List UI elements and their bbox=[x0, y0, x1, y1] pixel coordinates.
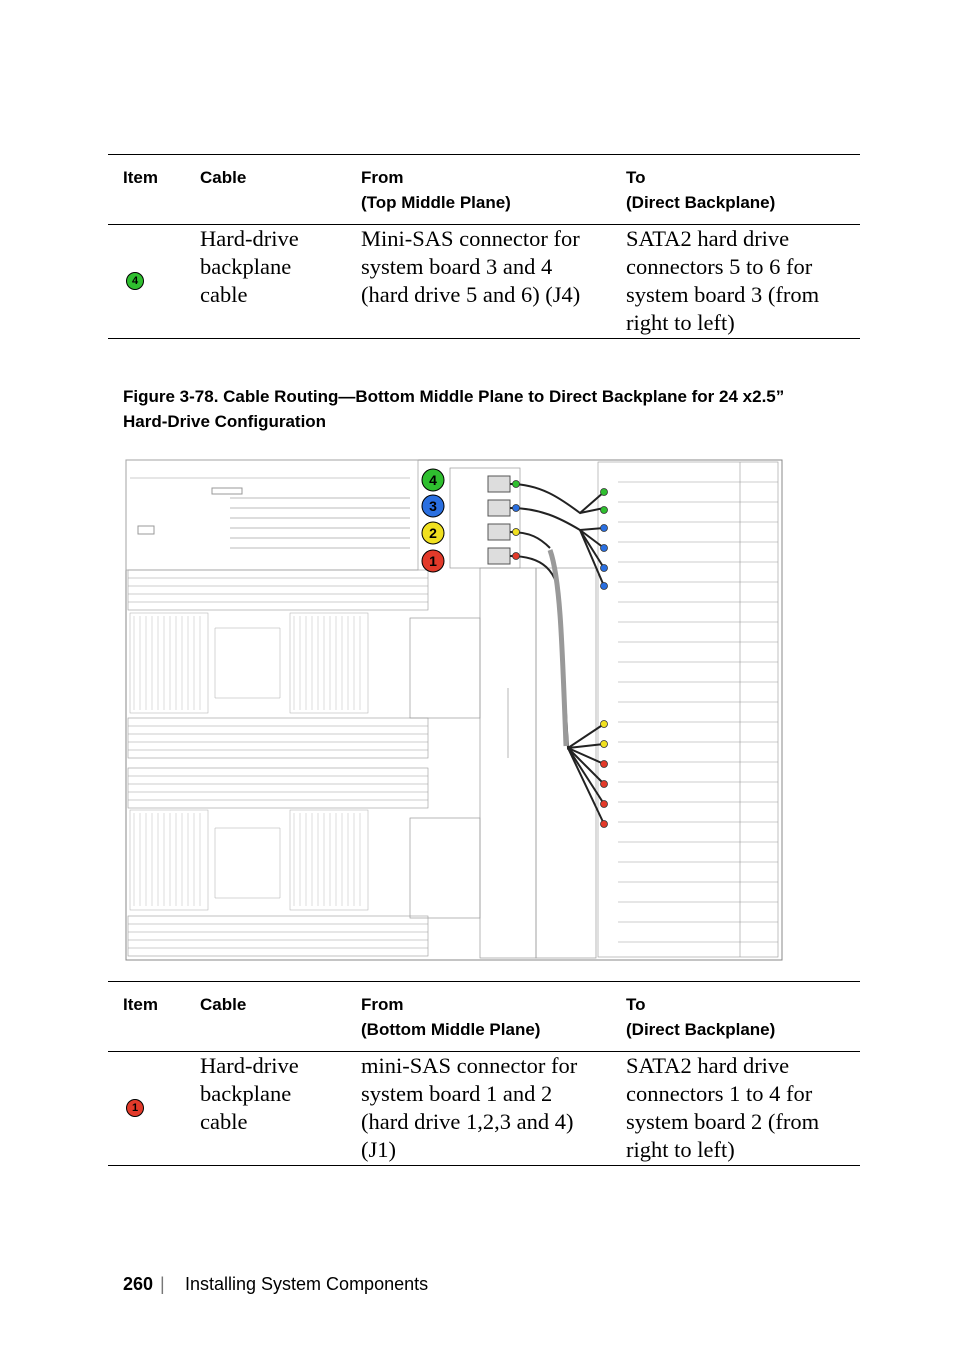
table-bottom-rule bbox=[108, 981, 860, 982]
footer-separator: | bbox=[160, 1274, 165, 1294]
heatsink-bottom bbox=[130, 810, 368, 910]
cell-from: Mini-SAS connector for system board 3 and 4 (hard drive 5 and 6) (J4) bbox=[361, 226, 581, 307]
figure-caption: Figure 3-78. Cable Routing—Bottom Middle Plane to Direct Backplane for 24 x2.5” Hard-Drive Configuration bbox=[123, 387, 785, 431]
callout-2-label: 2 bbox=[429, 525, 437, 541]
dimm-bank-top bbox=[128, 570, 428, 610]
header-from: From (Top Middle Plane) bbox=[361, 168, 511, 212]
cables bbox=[510, 484, 604, 824]
header-item: Item bbox=[123, 168, 158, 187]
callout-1 bbox=[422, 550, 444, 572]
header-to: To (Direct Backplane) bbox=[626, 995, 776, 1039]
footer-section: Installing System Components bbox=[185, 1274, 429, 1294]
header-cable: Cable bbox=[200, 995, 247, 1014]
callout-2 bbox=[422, 522, 444, 544]
callout-4 bbox=[422, 469, 444, 491]
table-top bbox=[108, 154, 860, 340]
callout-3 bbox=[422, 495, 444, 517]
cable-routing-diagram bbox=[120, 438, 788, 978]
header-item: Item bbox=[123, 995, 158, 1014]
callout-3-label: 3 bbox=[429, 498, 437, 514]
header-from: From (Bottom Middle Plane) bbox=[361, 995, 541, 1039]
header-to: To (Direct Backplane) bbox=[626, 168, 776, 212]
cell-cable: Hard-drive backplane cable bbox=[200, 1053, 299, 1134]
header-cable: Cable bbox=[200, 168, 247, 187]
cell-to: SATA2 hard drive connectors 5 to 6 for system board 3 (from right to left) bbox=[626, 226, 820, 335]
dimm-bank-middle bbox=[128, 718, 428, 808]
table-bottom bbox=[108, 981, 860, 1169]
heatsink-top bbox=[130, 613, 368, 713]
table-top-bottom-rule bbox=[108, 338, 860, 339]
callout-4-label: 4 bbox=[429, 472, 437, 488]
page-number: 260 bbox=[123, 1274, 154, 1294]
table-top-rule bbox=[108, 154, 860, 155]
item-badge: 1 bbox=[126, 1099, 144, 1117]
item-badge: 4 bbox=[126, 272, 144, 290]
cell-cable: Hard-drive backplane cable bbox=[200, 226, 299, 307]
cell-to: SATA2 hard drive connectors 1 to 4 for system board 2 (from right to left) bbox=[626, 1053, 820, 1162]
cable-bundle bbox=[550, 550, 566, 746]
callout-1-label: 1 bbox=[429, 553, 437, 569]
cell-from: mini-SAS connector for system board 1 and 2 (hard drive 1,2,3 and 4) (J1) bbox=[361, 1053, 578, 1162]
mini-sas-connectors bbox=[488, 476, 510, 564]
table-bottom-bottom-rule bbox=[108, 1165, 860, 1166]
dimm-bank-bottom bbox=[128, 916, 428, 956]
heatsink-fins-top bbox=[134, 616, 360, 710]
heatsink-fins-bottom bbox=[134, 813, 360, 906]
drive-bays bbox=[598, 462, 778, 957]
